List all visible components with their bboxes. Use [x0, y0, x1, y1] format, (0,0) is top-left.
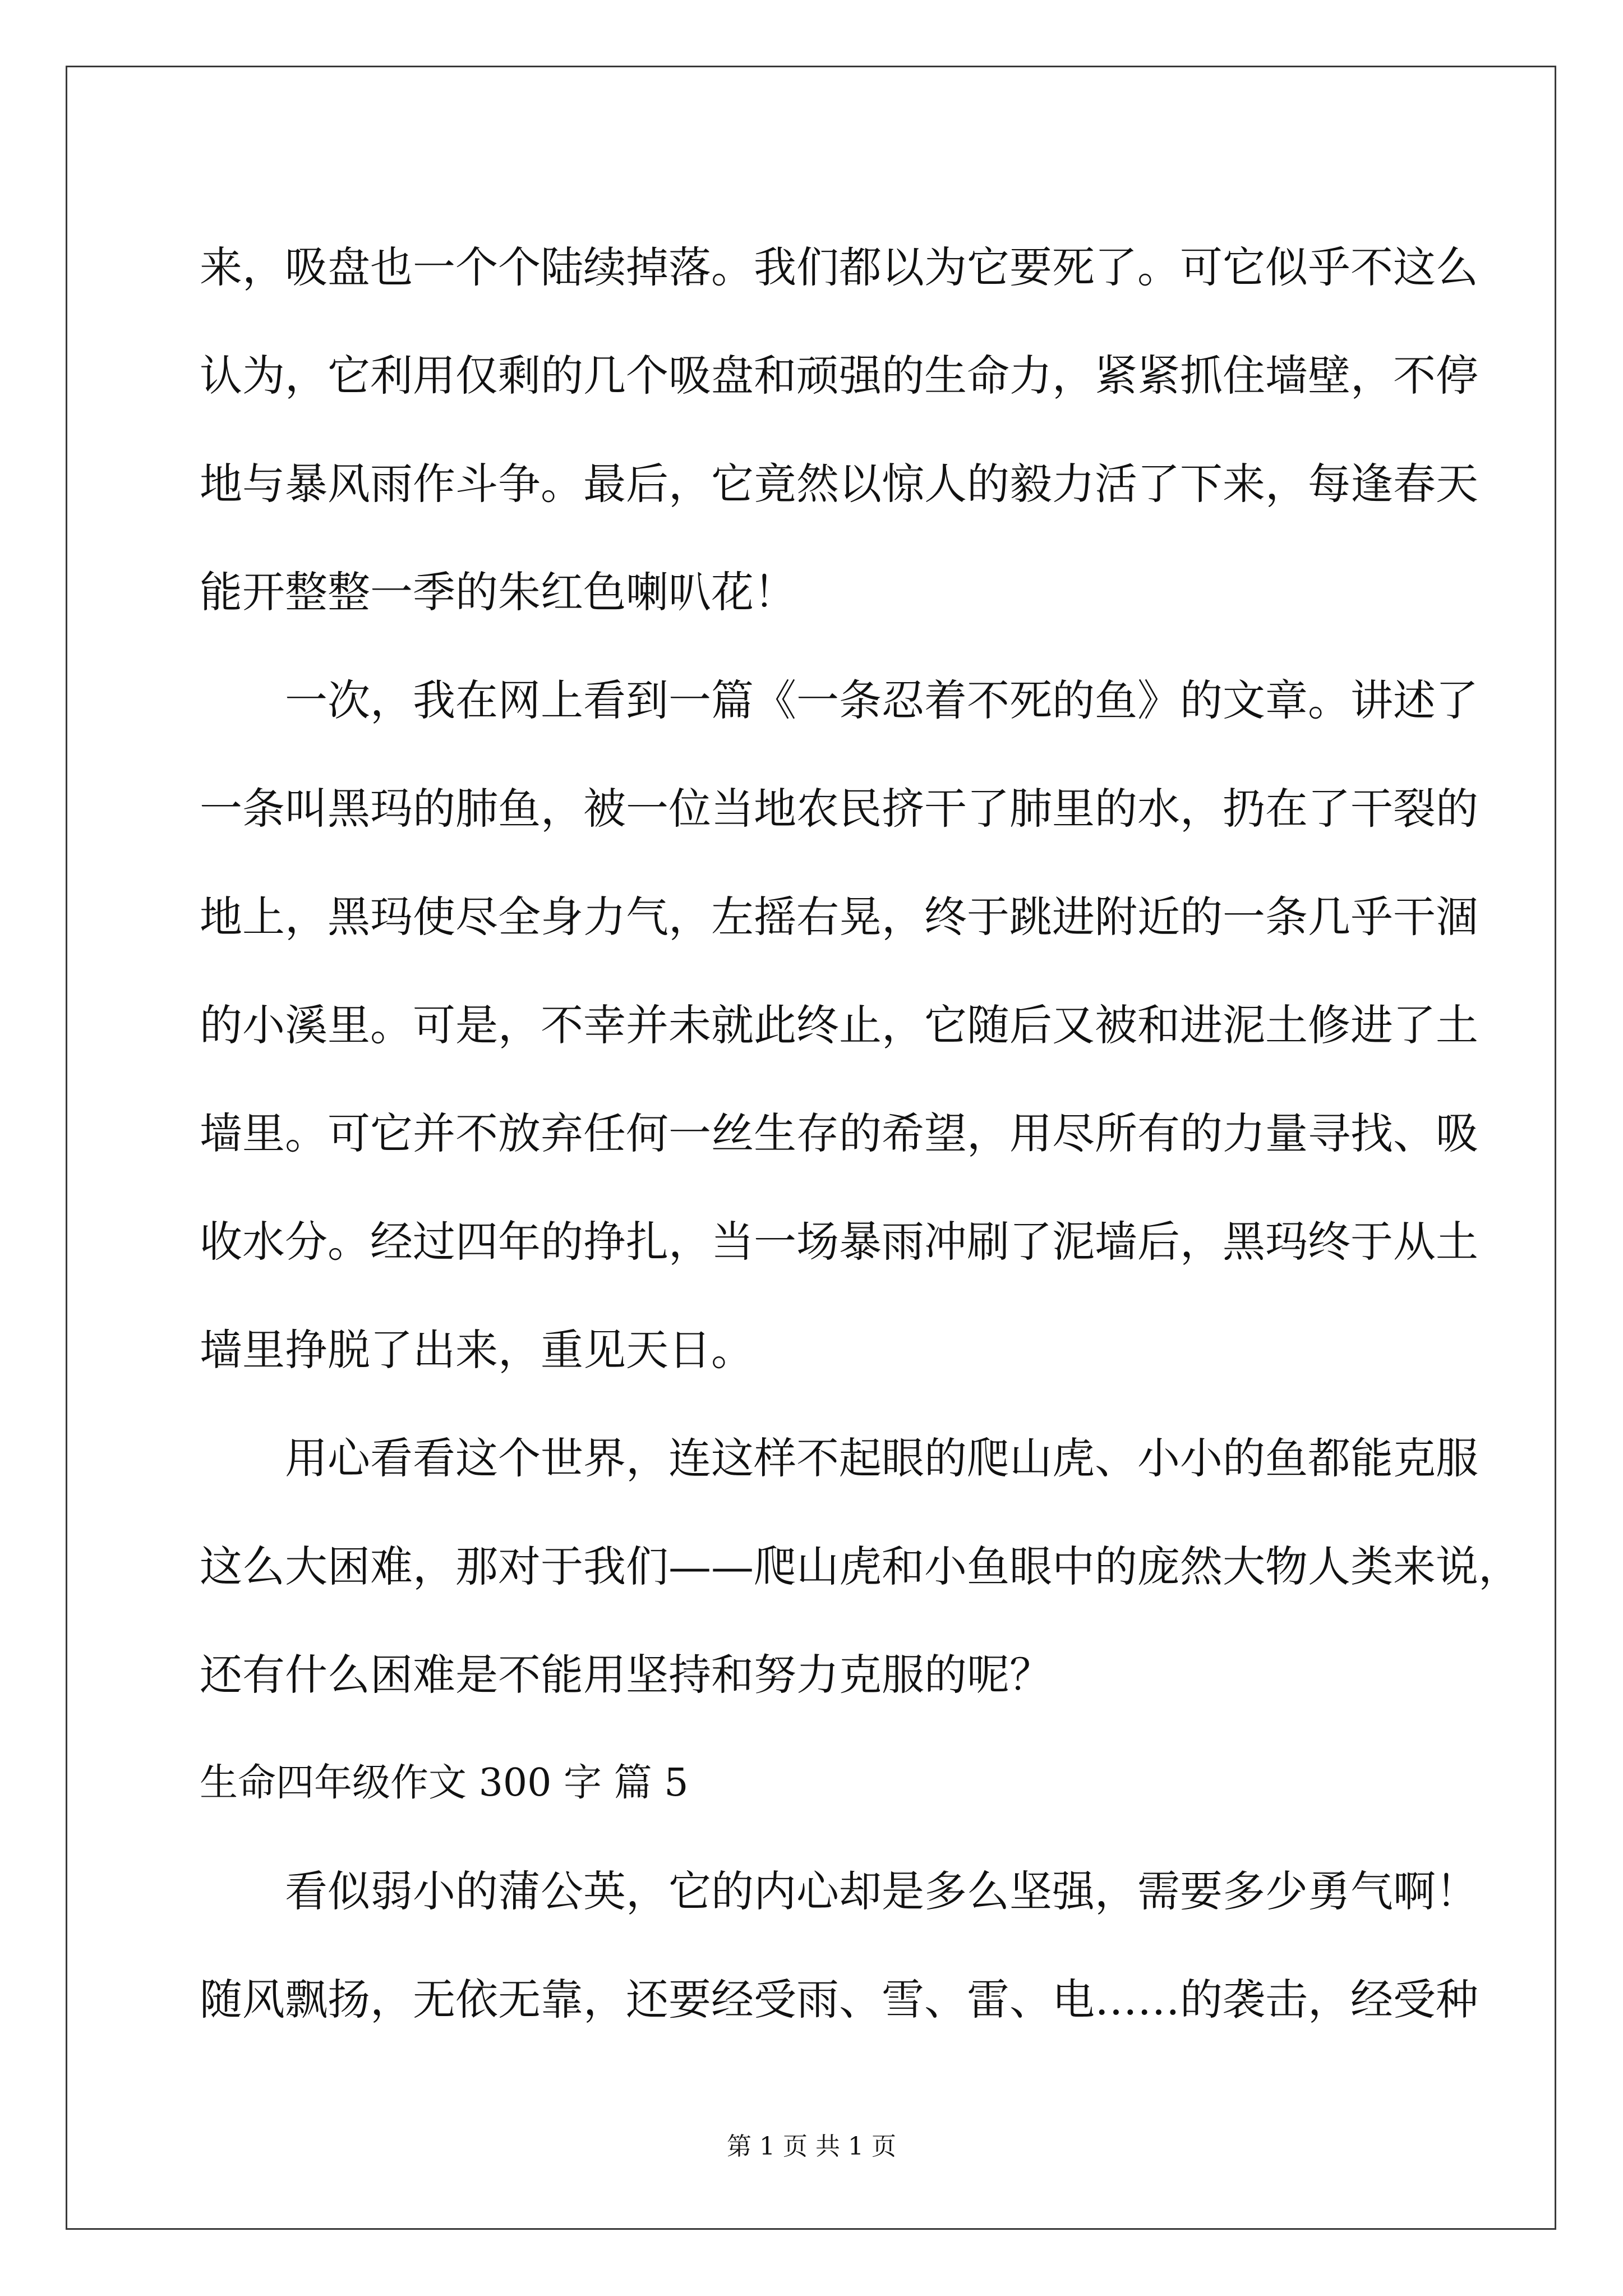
paragraph-start-line: 用心看看这个世界，连这样不起眼的爬山虎、小小的鱼都能克服: [285, 1433, 1478, 1483]
paragraph-start-line: 一次，我在网上看到一篇《一条忍着不死的鱼》的文章。讲述了: [285, 675, 1478, 725]
paragraph-start-line: 看似弱小的蒲公英，它的内心却是多么坚强，需要多少勇气啊！: [285, 1866, 1478, 1916]
text-line: 地与暴风雨作斗争。最后，它竟然以惊人的毅力活了下来，每逢春天: [200, 459, 1478, 509]
text-line: 墙里挣脱了出来，重见天日。: [200, 1325, 754, 1375]
text-line: 这么大困难，那对于我们——爬山虎和小鱼眼中的庞然大物人类来说，: [200, 1542, 1521, 1591]
text-line: 认为，它利用仅剩的几个吸盘和顽强的生命力，紧紧抓住墙壁，不停: [200, 351, 1478, 401]
text-line: 墙里。可它并不放弃任何一丝生存的希望，用尽所有的力量寻找、吸: [200, 1108, 1478, 1158]
text-line: 收水分。经过四年的挣扎，当一场暴雨冲刷了泥墙后，黑玛终于从土: [200, 1217, 1478, 1267]
text-line: 一条叫黑玛的肺鱼，被一位当地农民挤干了肺里的水，扔在了干裂的: [200, 784, 1478, 834]
text-line: 能开整整一季的朱红色喇叭花！: [200, 567, 796, 617]
text-line: 的小溪里。可是，不幸并未就此终止，它随后又被和进泥土修进了土: [200, 1000, 1478, 1050]
document-body: [200, 213, 1521, 2054]
text-line: 随风飘扬，无依无靠，还要经受雨、雪、雷、电……的袭击，经受种: [200, 1975, 1478, 2024]
text-line: 来，吸盘也一个个陆续掉落。我们都以为它要死了。可它似乎不这么: [200, 242, 1478, 292]
section-heading: 生命四年级作文 300 字 篇 5: [200, 1761, 689, 1805]
page-number-footer: 第 1 页 共 1 页: [727, 2132, 896, 2161]
text-line: 地上，黑玛使尽全身力气，左摇右晃，终于跳进附近的一条几乎干涸: [200, 892, 1478, 942]
text-line: 还有什么困难是不能用坚持和努力克服的呢？: [200, 1650, 1052, 1700]
